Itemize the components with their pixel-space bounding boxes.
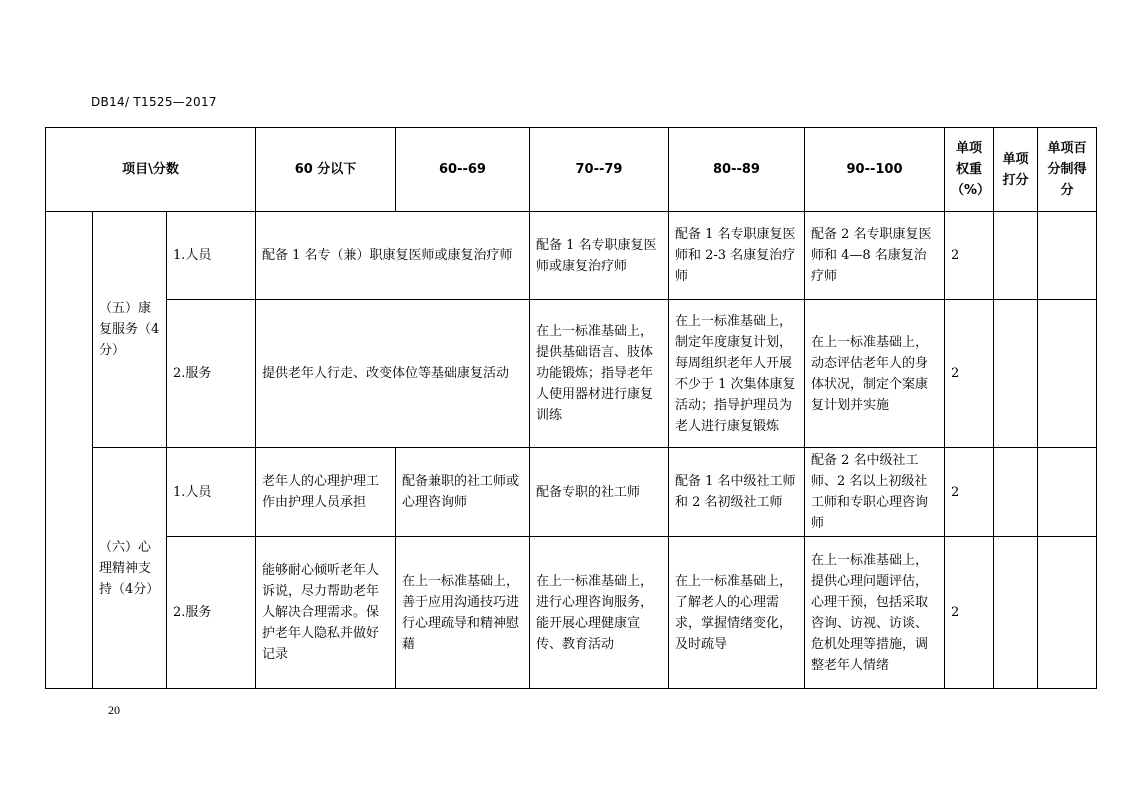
score-cell xyxy=(994,212,1038,300)
item-label: 2.服务 xyxy=(167,537,256,689)
table-row xyxy=(46,448,1097,537)
item-label: 2.服务 xyxy=(167,300,256,448)
percent-score-cell xyxy=(1038,300,1097,448)
percent-score-cell xyxy=(1038,212,1097,300)
criteria-60-69: 在上一标准基础上，善于应用沟通技巧进行心理疏导和精神慰藉 xyxy=(396,537,530,689)
criteria-70-79: 在上一标准基础上，进行心理咨询服务，能开展心理健康宣传、教育活动 xyxy=(530,537,669,689)
header-below-60: 60 分以下 xyxy=(256,128,396,212)
score-cell xyxy=(994,448,1038,537)
category-rehab: （五）康复服务（4分） xyxy=(93,212,167,448)
percent-score-cell xyxy=(1038,448,1097,537)
criteria-70-79: 配备 1 名专职康复医师或康复治疗师 xyxy=(530,212,669,300)
item-label: 1.人员 xyxy=(167,212,256,300)
criteria-below-60: 能够耐心倾听老年人诉说，尽力帮助老年人解决合理需求。保护老年人隐私并做好记录 xyxy=(256,537,396,689)
criteria-90-100: 配备 2 名中级社工师、2 名以上初级社工师和专职心理咨询师 xyxy=(805,448,945,537)
table-header-row xyxy=(46,128,1097,212)
category-psych: （六）心理精神支持（4分） xyxy=(93,448,167,689)
criteria-below-60: 老年人的心理护理工作由护理人员承担 xyxy=(256,448,396,537)
header-70-79: 70--79 xyxy=(530,128,669,212)
criteria-90-100: 在上一标准基础上，动态评估老年人的身体状况，制定个案康复计划并实施 xyxy=(805,300,945,448)
item-label: 1.人员 xyxy=(167,448,256,537)
header-score: 单项打分 xyxy=(994,128,1038,212)
criteria-80-89: 配备 1 名专职康复医师和 2-3 名康复治疗师 xyxy=(669,212,805,300)
weight-value: 2 xyxy=(945,300,994,448)
criteria-below-60-69: 提供老年人行走、改变体位等基础康复活动 xyxy=(256,300,530,448)
criteria-below-60-69: 配备 1 名专（兼）职康复医师或康复治疗师 xyxy=(256,212,530,300)
percent-score-cell xyxy=(1038,537,1097,689)
criteria-70-79: 配备专职的社工师 xyxy=(530,448,669,537)
criteria-80-89: 在上一标准基础上，了解老人的心理需求，掌握情绪变化，及时疏导 xyxy=(669,537,805,689)
header-percent-score: 单项百分制得分 xyxy=(1038,128,1097,212)
header-80-89: 80--89 xyxy=(669,128,805,212)
score-cell xyxy=(994,300,1038,448)
criteria-90-100: 在上一标准基础上，提供心理问题评估，心理干预，包括采取咨询、访视、访谈、危机处理等措施，调整老年人情绪 xyxy=(805,537,945,689)
page-number: 20 xyxy=(108,703,120,717)
table-row xyxy=(46,537,1097,689)
score-cell xyxy=(994,537,1038,689)
criteria-80-89: 配备 1 名中级社工师和 2 名初级社工师 xyxy=(669,448,805,537)
header-weight: 单项权重（%） xyxy=(945,128,994,212)
weight-value: 2 xyxy=(945,537,994,689)
criteria-80-89: 在上一标准基础上，制定年度康复计划，每周组织老年人开展不少于 1 次集体康复活动；指导护理员为老人进行康复锻炼 xyxy=(669,300,805,448)
assessment-table xyxy=(45,127,1097,689)
table-row xyxy=(46,300,1097,448)
document-code: DB14/ T1525—2017 xyxy=(91,95,217,109)
weight-value: 2 xyxy=(945,212,994,300)
header-item-score: 项目\分数 xyxy=(46,128,256,212)
criteria-90-100: 配备 2 名专职康复医师和 4—8 名康复治疗师 xyxy=(805,212,945,300)
blank-left-cell xyxy=(46,212,93,689)
header-90-100: 90--100 xyxy=(805,128,945,212)
criteria-70-79: 在上一标准基础上，提供基础语言、肢体功能锻炼；指导老年人使用器材进行康复训练 xyxy=(530,300,669,448)
table-row xyxy=(46,212,1097,300)
weight-value: 2 xyxy=(945,448,994,537)
header-60-69: 60--69 xyxy=(396,128,530,212)
criteria-60-69: 配备兼职的社工师或心理咨询师 xyxy=(396,448,530,537)
